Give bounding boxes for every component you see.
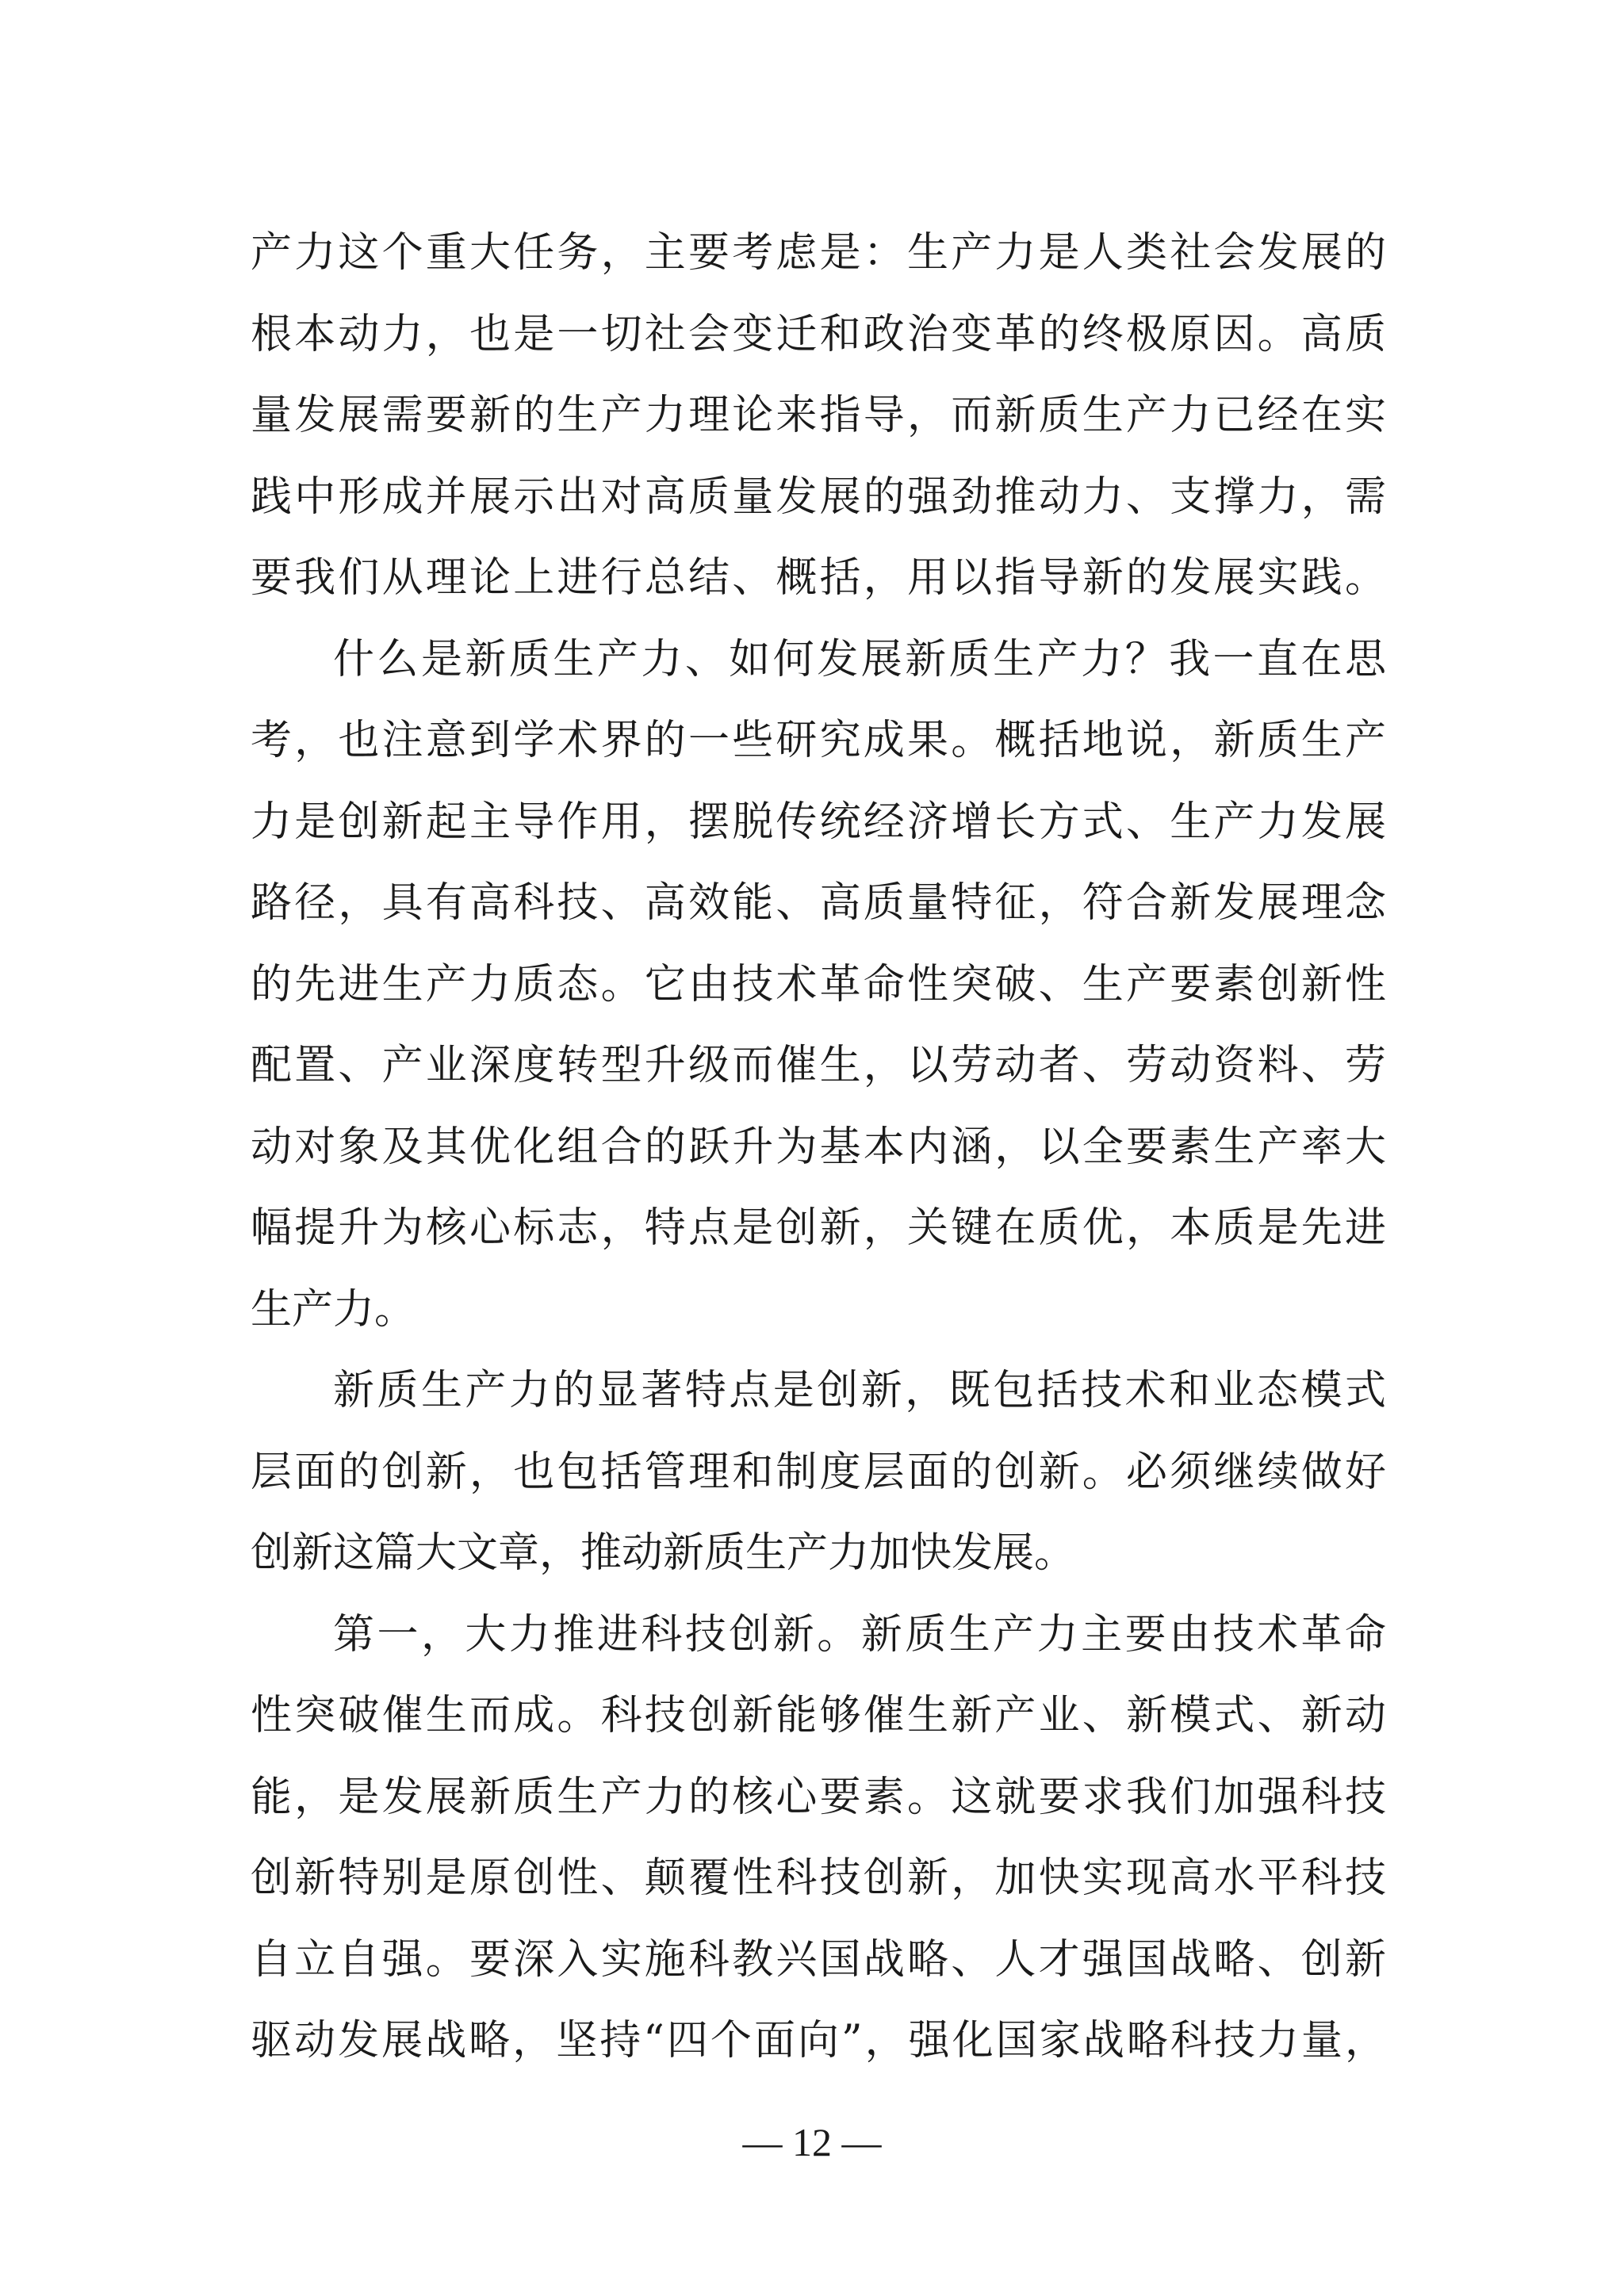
text-line: 产力这个重大任务，主要考虑是：生产力是人类社会发展的 (251, 229, 1386, 277)
text-line: 动对象及其优化组合的跃升为基本内涵，以全要素生产率大 (251, 1123, 1386, 1171)
text-line: 层面的创新，也包括管理和制度层面的创新。必须继续做好 (251, 1448, 1386, 1496)
text-line: 的先进生产力质态。它由技术革命性突破、生产要素创新性 (251, 960, 1386, 1008)
text-line: 要我们从理论上进行总结、概括，用以指导新的发展实践。 (251, 554, 1386, 602)
text-line: 生产力。 (251, 1285, 416, 1334)
text-line: 创新特别是原创性、颠覆性科技创新，加快实现高水平科技 (251, 1854, 1386, 1902)
text-line: 第一，大力推进科技创新。新质生产力主要由技术革命 (333, 1610, 1386, 1659)
text-line: 路径，具有高科技、高效能、高质量特征，符合新发展理念 (251, 879, 1386, 927)
text-line: 考，也注意到学术界的一些研究成果。概括地说，新质生产 (251, 717, 1386, 764)
text-line: 性突破催生而成。科技创新能够催生新产业、新模式、新动 (251, 1692, 1386, 1739)
text-line: 根本动力，也是一切社会变迁和政治变革的终极原因。高质 (251, 310, 1386, 358)
text-line: 幅提升为核心标志，特点是创新，关键在质优，本质是先进 (251, 1204, 1386, 1252)
text-line: 能，是发展新质生产力的核心要素。这就要求我们加强科技 (251, 1773, 1386, 1821)
text-line: 什么是新质生产力、如何发展新质生产力？我一直在思 (333, 635, 1386, 683)
text-line: 创新这篇大文章，推动新质生产力加快发展。 (251, 1529, 1076, 1577)
text-line: 量发展需要新的生产力理论来指导，而新质生产力已经在实 (251, 392, 1386, 439)
text-line: 驱动发展战略，坚持“四个面向”，强化国家战略科技力量， (251, 2017, 1386, 2064)
text-line: 配置、产业深度转型升级而催生，以劳动者、劳动资料、劳 (251, 1042, 1386, 1089)
text-line: 践中形成并展示出对高质量发展的强劲推动力、支撑力，需 (251, 473, 1386, 521)
text-line: 新质生产力的显著特点是创新，既包括技术和业态模式 (333, 1367, 1386, 1414)
text-line: 自立自强。要深入实施科教兴国战略、人才强国战略、创新 (251, 1935, 1386, 1984)
page-number: — 12 — (742, 2120, 882, 2164)
text-line: 力是创新起主导作用，摆脱传统经济增长方式、生产力发展 (251, 798, 1386, 846)
body-text (251, 212, 1386, 2082)
